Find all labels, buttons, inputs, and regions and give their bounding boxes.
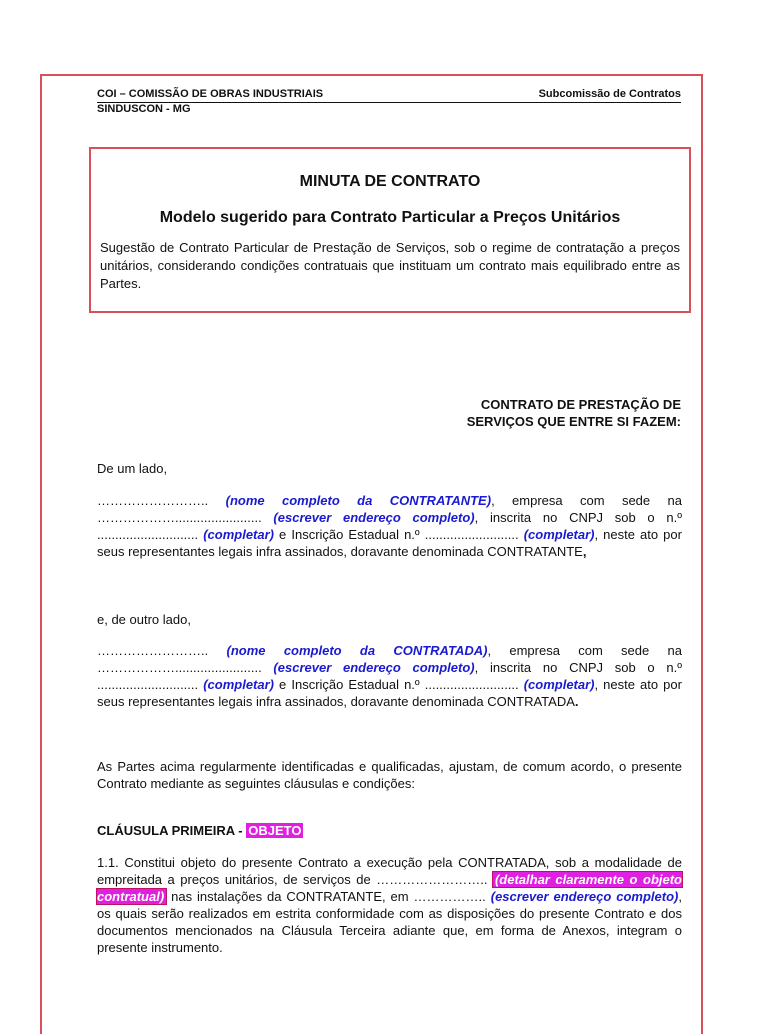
- text: , inscrita no CNPJ sob o n.º: [474, 510, 682, 525]
- header-subcommission: Subcomissão de Contratos: [538, 88, 681, 100]
- clause1-address-placeholder: (escrever endereço completo): [490, 889, 679, 904]
- text: , empresa com sede na: [487, 643, 682, 658]
- object-detail-placeholder: (detalhar claramente o objeto contratual): [97, 872, 682, 904]
- text: , empresa com sede na: [491, 493, 682, 508]
- document-description: Sugestão de Contrato Particular de Prestação de Serviços, sob o regime de contratação a preços unitários, considerando condições contratuais que instituam um contrato mais equilibrado entre as Partes.: [100, 240, 680, 291]
- contratante-address-placeholder: (escrever endereço completo): [273, 510, 475, 525]
- clause1-heading: [97, 822, 682, 839]
- text: e Inscrição Estadual n.º ..........................: [274, 527, 519, 542]
- header-sinduscon: SINDUSCON - MG: [97, 103, 191, 115]
- contratada-cnpj-placeholder: (completar): [203, 677, 274, 692]
- blank-dots: ……………………..: [97, 493, 209, 508]
- party1-intro: De um lado,: [97, 461, 168, 476]
- blank-dots: ………………........................: [97, 660, 262, 675]
- text: , os quais serão realizados em estrita conformidade com as disposições do presente Contrato e dos documentos mencionados na Cláusula Terceira adiante que, em forma de Anexos, integram o presente instrumento.: [97, 889, 682, 955]
- page-header: [97, 88, 681, 116]
- blank-dots: ……………………..: [97, 643, 209, 658]
- blank-dots: ………………........................: [97, 510, 262, 525]
- document-subtitle: Modelo sugerido para Contrato Particular a Preços Unitários: [159, 209, 621, 226]
- party2-paragraph: [97, 642, 682, 710]
- blank-dots: ............................: [97, 527, 199, 542]
- party2-intro: e, de outro lado,: [97, 612, 191, 627]
- text: 1.1. Constitui objeto do presente Contrato a execução pela CONTRATADA, sob a modalidade de empreitada a preços unitários, de serviços de ……………………..: [97, 855, 682, 887]
- contratada-ie-placeholder: (completar): [523, 677, 595, 692]
- text: ,: [582, 544, 587, 559]
- objeto-highlight: OBJETO: [248, 823, 302, 838]
- document-title: MINUTA DE CONTRATO: [299, 173, 481, 190]
- clause1-heading-text: CLÁUSULA PRIMEIRA -: [97, 823, 247, 838]
- agreement-paragraph: As Partes acima regularmente identificadas e qualificadas, ajustam, de comum acordo, o presente Contrato mediante as seguintes cláusulas e condições:: [97, 759, 682, 791]
- contract-title: [467, 396, 681, 430]
- contratada-address-placeholder: (escrever endereço completo): [273, 660, 475, 675]
- party1-paragraph: [97, 492, 682, 560]
- contratante-name-placeholder: (nome completo da CONTRATANTE): [225, 493, 492, 508]
- text: e Inscrição Estadual n.º ..........................: [274, 677, 519, 692]
- contratada-name-placeholder: (nome completo da CONTRATADA): [226, 643, 488, 658]
- text: nas instalações da CONTRATANTE, em ……………..: [166, 889, 486, 904]
- summary-box: [89, 147, 691, 313]
- blank-dots: ............................: [97, 677, 199, 692]
- text: .: [574, 694, 579, 709]
- contratante-cnpj-placeholder: (completar): [203, 527, 274, 542]
- header-commission: COI – COMISSÃO DE OBRAS INDUSTRIAIS: [97, 88, 324, 100]
- contract-title-line2: SERVIÇOS QUE ENTRE SI FAZEM:: [466, 414, 681, 429]
- contratante-ie-placeholder: (completar): [523, 527, 595, 542]
- text: , neste ato por seus representantes legais infra assinados, doravante denominada CONTRATADA: [97, 677, 682, 709]
- text: , neste ato por seus representantes legais infra assinados, doravante denominada CONTRATANTE: [97, 527, 682, 559]
- clause1-paragraph: [97, 854, 682, 956]
- text: , inscrita no CNPJ sob o n.º: [474, 660, 682, 675]
- contract-title-line1: CONTRATO DE PRESTAÇÃO DE: [480, 397, 681, 412]
